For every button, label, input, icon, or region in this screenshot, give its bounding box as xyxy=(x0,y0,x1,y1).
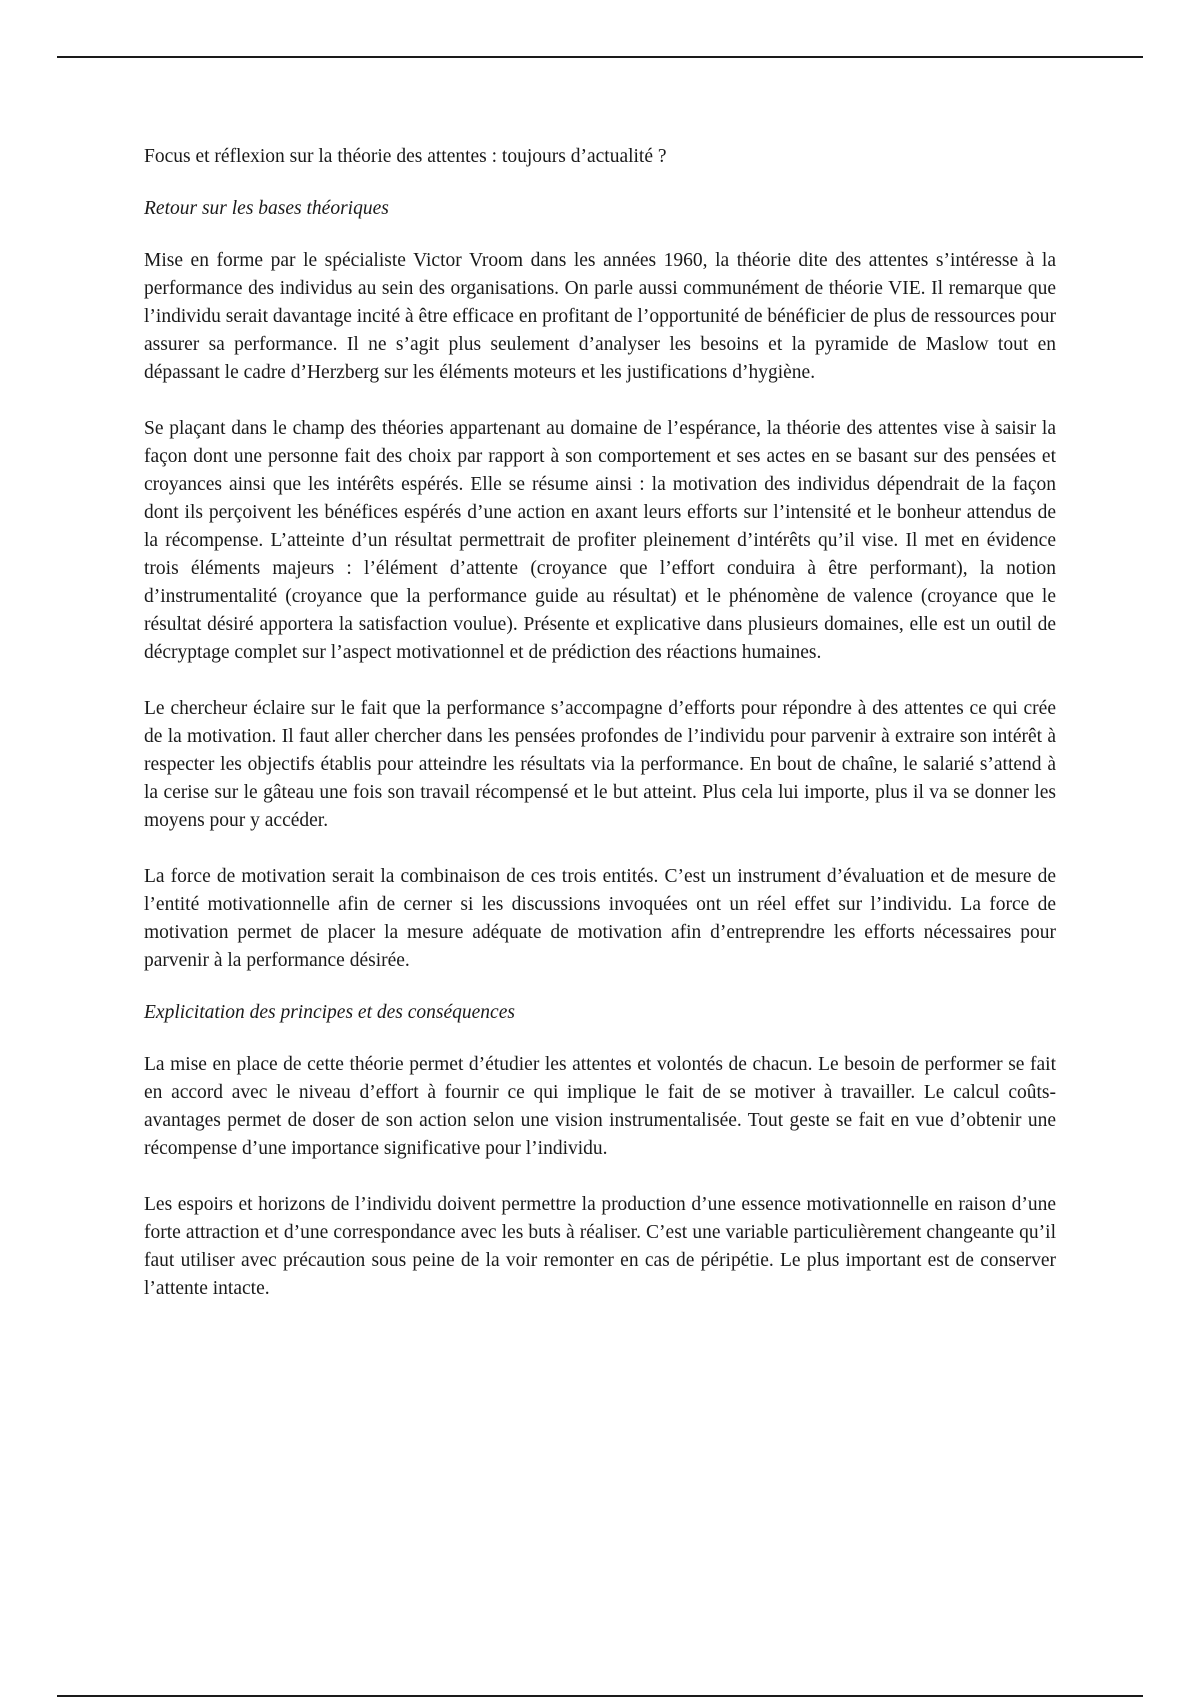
bottom-divider xyxy=(57,1695,1143,1697)
top-divider xyxy=(57,56,1143,58)
document-body xyxy=(144,143,1056,1331)
paragraph: Se plaçant dans le champ des théories appartenant au domaine de l’espérance, la théorie des attentes vise à saisir la façon dont une personne fait des choix par rapport à son comportement et ses actes en se basant sur des pensées et croyances ainsi que les intérêts espérés. Elle se résume ainsi : la motivation des individus dépendrait de la façon dont ils perçoivent les bénéfices espérés d’une action en axant leurs efforts sur l’intensité et le bonheur attendus de la récompense. L’atteinte d’un résultat permettrait de profiter pleinement d’intérêts qu’il vise. Il met en évidence trois éléments majeurs : l’élément d’attente (croyance que l’effort conduira à être performant), la notion d’instrumentalité (croyance que la performance guide au résultat) et le phénomène de valence (croyance que le résultat désiré apportera la satisfaction voulue). Présente et explicative dans plusieurs domaines, elle est un outil de décryptage complet sur l’aspect motivationnel et de prédiction des réactions humaines. xyxy=(144,418,1056,663)
section-heading-bases: Retour sur les bases théoriques xyxy=(144,198,389,219)
paragraph: Les espoirs et horizons de l’individu doivent permettre la production d’une essence motivationnelle en raison d’une forte attraction et d’une correspondance avec les buts à réaliser. C’est une variable particulièrement changeante qu’il faut utiliser avec précaution sous peine de la voir remonter en cas de péripétie. Le plus important est de conserver l’attente intacte. xyxy=(144,1194,1056,1299)
paragraph: Mise en forme par le spécialiste Victor Vroom dans les années 1960, la théorie dite des attentes s’intéresse à la performance des individus au sein des organisations. On parle aussi communément de théorie VIE. Il remarque que l’individu serait davantage incité à être efficace en profitant de l’opportunité de bénéficier de plus de ressources pour assurer sa performance. Il ne s’agit plus seulement d’analyser les besoins et la pyramide de Maslow tout en dépassant le cadre d’Herzberg sur les éléments moteurs et les justifications d’hygiène. xyxy=(144,250,1056,383)
paragraph: Le chercheur éclaire sur le fait que la performance s’accompagne d’efforts pour répondre à des attentes ce qui crée de la motivation. Il faut aller chercher dans les pensées profondes de l’individu pour parvenir à extraire son intérêt à respecter les objectifs établis pour atteindre les résultats via la performance. En bout de chaîne, le salarié s’attend à la cerise sur le gâteau une fois son travail récompensé et le but atteint. Plus cela lui importe, plus il va se donner les moyens pour y accéder. xyxy=(144,698,1056,831)
paragraph: La force de motivation serait la combinaison de ces trois entités. C’est un instrument d’évaluation et de mesure de l’entité motivationnelle afin de cerner si les discussions invoquées ont un réel effet sur l’individu. La force de motivation permet de placer la mesure adéquate de motivation afin d’entreprendre les efforts nécessaires pour parvenir à la performance désirée. xyxy=(144,866,1056,971)
section-heading-principes: Explicitation des principes et des conséquences xyxy=(144,1002,515,1023)
document-title: Focus et réflexion sur la théorie des attentes : toujours d’actualité ? xyxy=(144,146,667,167)
paragraph: La mise en place de cette théorie permet d’étudier les attentes et volontés de chacun. Le besoin de performer se fait en accord avec le niveau d’effort à fournir ce qui implique le fait de se motiver à travailler. Le calcul coûts-avantages permet de doser de son action selon une vision instrumentalisée. Tout geste se fait en vue d’obtenir une récompense d’une importance significative pour l’individu. xyxy=(144,1054,1056,1159)
